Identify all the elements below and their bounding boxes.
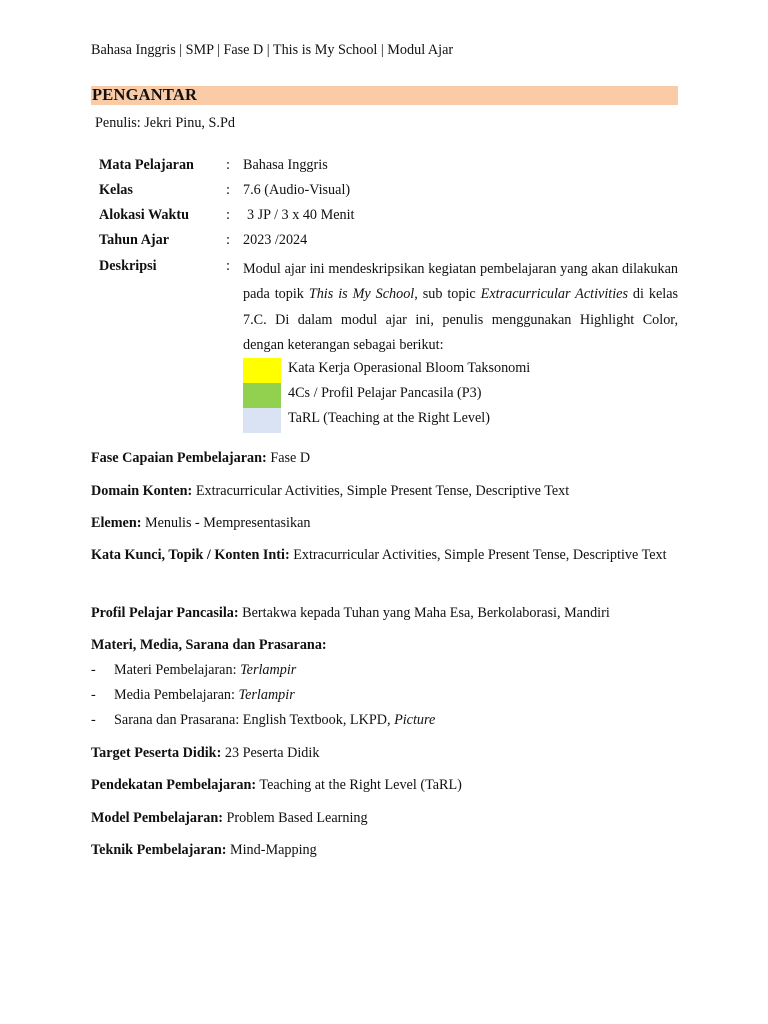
- info-label: Kelas: [99, 182, 133, 198]
- info-colon: :: [226, 157, 230, 173]
- legend-label: Kata Kerja Operasional Bloom Taksonomi: [288, 360, 531, 376]
- document-page: Bahasa Inggris | SMP | Fase D | This is My School | Modul Ajar PENGANTAR Penulis: Jekri Pinu, S.Pd Mata Pelajaran : Bahasa Inggris Kelas : 7.6 (Audio-Visual) Alokasi Waktu : 3 JP / 3 x 40 Menit Tahun Ajar : 2023 /2024 Deskripsi : Modul ajar ini mendeskripsikan kegiatan pembelajaran yang akan dilakukan pada topik This is My School, sub topic Extracurricular Activities di kelas 7.C. Di dalam modul ajar ini, penulis menggunakan Highlight Color, dengan keterangan sebagai berikut: Kata Kerja Operasional Bloom Taksonomi 4Cs / Profil Pelajar Pancasila (P3) TaRL (Teaching at the Right Level) Fase Capaian Pembelajaran: Fase D Domain Konten: Extracurricular Activities, Simple Present Tense, Descriptive Text Elemen: Menulis - Mempresentasikan Kata Kunci, Topik / Konten Inti: Extracurricular Activities, Simple Present Tense, Descriptive Text Profil Pelajar Pancasila: Bertakwa kepada Tuhan yang Maha Esa, Berkolaborasi, Mandiri Materi, Media, Sarana dan Prasarana: - Materi Pembelajaran: Terlampir - Media Pembelajaran: Terlampir - Sarana dan Prasarana: English Textbook, LKPD, Picture Target Peserta Didik: 23 Peserta Didik Pendekatan Pembelajaran: Teaching at the Right Level (TaRL) Model Pembelajaran: Problem Based Learning Teknik Pembelajaran: Mind-Mapping: [0, 0, 768, 1024]
- yellow-swatch: [243, 358, 281, 383]
- green-swatch: [243, 383, 281, 408]
- info-value: Bahasa Inggris: [243, 157, 328, 173]
- field-elemen: Elemen: Menulis - Mempresentasikan: [91, 515, 311, 531]
- field-model: Model Pembelajaran: Problem Based Learning: [91, 810, 368, 826]
- field-domain: Domain Konten: Extracurricular Activities, Simple Present Tense, Descriptive Text: [91, 483, 570, 499]
- info-colon: :: [226, 232, 230, 248]
- legend-row-tarl: [243, 408, 678, 433]
- info-value: 7.6 (Audio-Visual): [243, 182, 351, 198]
- field-pendekatan: Pendekatan Pembelajaran: Teaching at the Right Level (TaRL): [91, 777, 462, 793]
- info-label: Alokasi Waktu: [99, 207, 190, 223]
- info-value: 3 JP / 3 x 40 Menit: [247, 207, 355, 223]
- info-colon: :: [226, 207, 230, 223]
- info-value: 2023 /2024: [243, 232, 308, 248]
- info-colon: :: [226, 182, 230, 198]
- author-line: Penulis: Jekri Pinu, S.Pd: [95, 115, 235, 131]
- legend-label: 4Cs / Profil Pelajar Pancasila (P3): [288, 385, 482, 401]
- info-label: Tahun Ajar: [99, 232, 170, 248]
- field-kata-kunci: Kata Kunci, Topik / Konten Inti: Extracurricular Activities, Simple Present Tense, Descriptive Text: [91, 547, 667, 563]
- description-text: Modul ajar ini mendeskripsikan kegiatan pembelajaran yang akan dilakukan pada topik This is My School, sub topic Extracurricular Activities di kelas 7.C. Di dalam modul ajar ini, penulis menggunakan Highlight Color, dengan keterangan sebagai berikut:: [243, 261, 679, 353]
- field-profil: Profil Pelajar Pancasila: Bertakwa kepada Tuhan yang Maha Esa, Berkolaborasi, Mandiri: [91, 605, 610, 621]
- field-fase: Fase Capaian Pembelajaran: Fase D: [91, 450, 311, 466]
- page-header: Bahasa Inggris | SMP | Fase D | This is My School | Modul Ajar: [91, 42, 454, 58]
- info-label: Mata Pelajaran: [99, 157, 194, 173]
- light-blue-swatch: [243, 408, 281, 433]
- section-heading-bar: [91, 86, 678, 105]
- field-target: Target Peserta Didik: 23 Peserta Didik: [91, 745, 320, 761]
- info-label: Deskripsi: [99, 258, 157, 274]
- legend-row-p3: [243, 383, 678, 408]
- legend-label: TaRL (Teaching at the Right Level): [288, 410, 490, 426]
- info-colon: :: [226, 258, 230, 274]
- field-teknik: Teknik Pembelajaran: Mind-Mapping: [91, 842, 317, 858]
- field-materi-heading: Materi, Media, Sarana dan Prasarana:: [91, 637, 327, 653]
- section-title: PENGANTAR: [92, 85, 198, 104]
- legend-row-bloom: [243, 358, 678, 383]
